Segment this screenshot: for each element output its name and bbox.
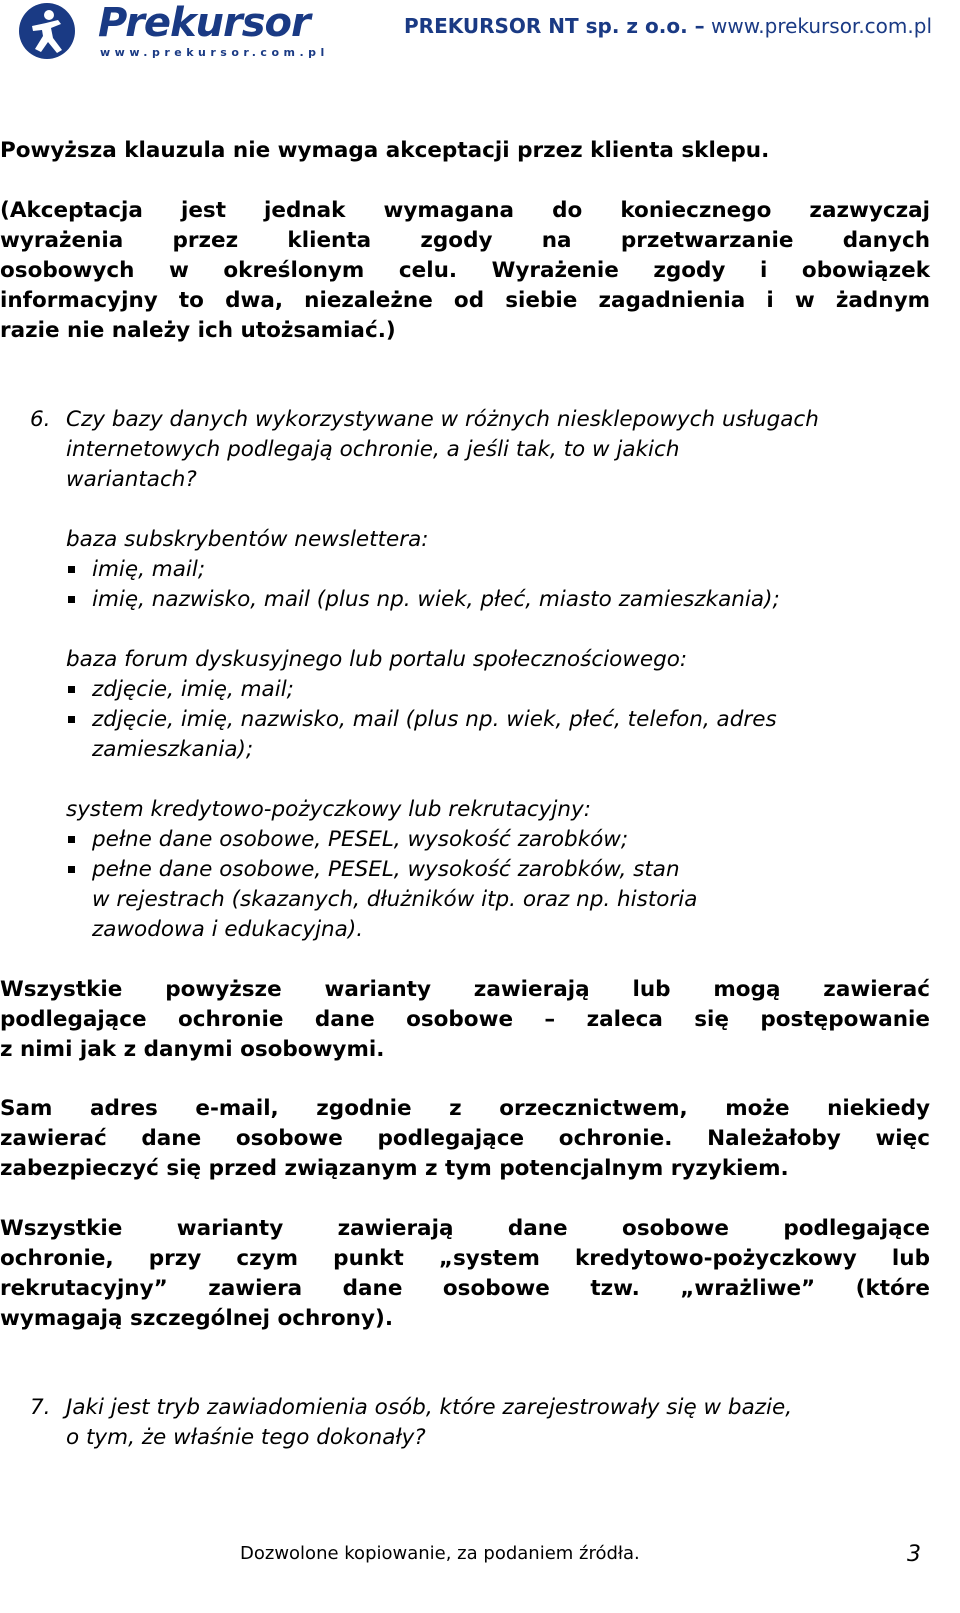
paragraph-email	[0, 1094, 930, 1184]
group-title-forum: baza forum dyskusyjnego lub portalu społecznościowego:	[66, 647, 688, 672]
text-line: informacyjny to dwa, niezależne od siebie zagadnienia i w żadnym	[0, 288, 930, 313]
footer-note: Dozwolone kopiowanie, za podaniem źródła.	[240, 1543, 640, 1564]
text-line: z nimi jak z danymi osobowymi.	[0, 1037, 385, 1062]
list-item-continuation: zamieszkania);	[92, 737, 254, 762]
paragraph-sensitive-data	[0, 1214, 930, 1334]
square-bullet-icon	[68, 716, 75, 723]
list-item: imię, nazwisko, mail (plus np. wiek, płeć, miasto zamieszkania);	[66, 585, 926, 615]
prekursor-logo	[18, 0, 329, 62]
square-bullet-icon	[68, 596, 75, 603]
group-title-credit-system: system kredytowo-pożyczkowy lub rekrutacyjny:	[66, 797, 591, 822]
list-item-continuation: w rejestrach (skazanych, dłużników itp. oraz np. historia	[92, 887, 698, 912]
paragraph-all-variants	[0, 975, 930, 1065]
text-line: zabezpieczyć się przed związanym z tym potencjalnym ryzykiem.	[0, 1156, 789, 1181]
question-number: 7.	[30, 1395, 51, 1420]
text-line: wariantach?	[66, 467, 197, 492]
text-line: (Akceptacja jest jednak wymagana do koniecznego zazwyczaj	[0, 198, 930, 223]
square-bullet-icon	[68, 836, 75, 843]
logo-wordmark: Prekursor	[98, 0, 310, 46]
text-line: Sam adres e-mail, zgodnie z orzecznictwem, może niekiedy	[0, 1096, 930, 1121]
square-bullet-icon	[68, 866, 75, 873]
text-line: o tym, że właśnie tego dokonały?	[66, 1425, 426, 1450]
page-header	[0, 0, 960, 70]
text-line: wymagają szczególnej ochrony).	[0, 1306, 393, 1331]
paragraph-acceptance	[0, 196, 930, 346]
list-item: zdjęcie, imię, nazwisko, mail (plus np. wiek, płeć, telefon, adres	[66, 705, 926, 735]
question-7	[0, 1393, 930, 1453]
company-info	[404, 14, 932, 38]
square-bullet-icon	[68, 686, 75, 693]
list-item: imię, mail;	[66, 555, 926, 585]
page-number: 3	[907, 1542, 921, 1567]
list-item: zdjęcie, imię, mail;	[66, 675, 926, 705]
list-item-continuation: zawodowa i edukacyjna).	[92, 917, 364, 942]
text-line: Czy bazy danych wykorzystywane w różnych niesklepowych usługach	[66, 407, 819, 432]
text-line: ochronie, przy czym punkt „system kredytowo-pożyczkowy lub	[0, 1246, 930, 1271]
square-bullet-icon	[68, 566, 75, 573]
company-name: PREKURSOR NT sp. z o.o. –	[404, 14, 705, 38]
list-item: pełne dane osobowe, PESEL, wysokość zarobków;	[66, 825, 926, 855]
text-line: internetowych podlegają ochronie, a jeśli tak, to w jakich	[66, 437, 680, 462]
text-line: podlegające ochronie dane osobowe – zaleca się postępowanie	[0, 1007, 930, 1032]
text-line: osobowych w określonym celu. Wyrażenie zgody i obowiązek	[0, 258, 930, 283]
text-line: wyrażenia przez klienta zgody na przetwarzanie danych	[0, 228, 930, 253]
running-figure-logo-icon	[18, 2, 76, 60]
logo-url: www.prekursor.com.pl	[100, 46, 329, 59]
text-line: Jaki jest tryb zawiadomienia osób, które zarejestrowały się w bazie,	[66, 1395, 793, 1420]
text-line: zawierać dane osobowe podlegające ochronie. Należałoby więc	[0, 1126, 930, 1151]
list-item: pełne dane osobowe, PESEL, wysokość zarobków, stan	[66, 855, 926, 885]
question-6	[0, 405, 930, 495]
paragraph-clause-note: Powyższa klauzula nie wymaga akceptacji przez klienta sklepu.	[0, 138, 770, 163]
group-title-newsletter: baza subskrybentów newslettera:	[66, 527, 429, 552]
text-line: Wszystkie powyższe warianty zawierają lub mogą zawierać	[0, 977, 930, 1002]
text-line: Wszystkie warianty zawierają dane osobowe podlegające	[0, 1216, 930, 1241]
company-url: www.prekursor.com.pl	[711, 14, 932, 38]
text-line: razie nie należy ich utożsamiać.)	[0, 318, 396, 343]
text-line: rekrutacyjny” zawiera dane osobowe tzw. „wrażliwe” (które	[0, 1276, 930, 1301]
question-number: 6.	[30, 407, 51, 432]
